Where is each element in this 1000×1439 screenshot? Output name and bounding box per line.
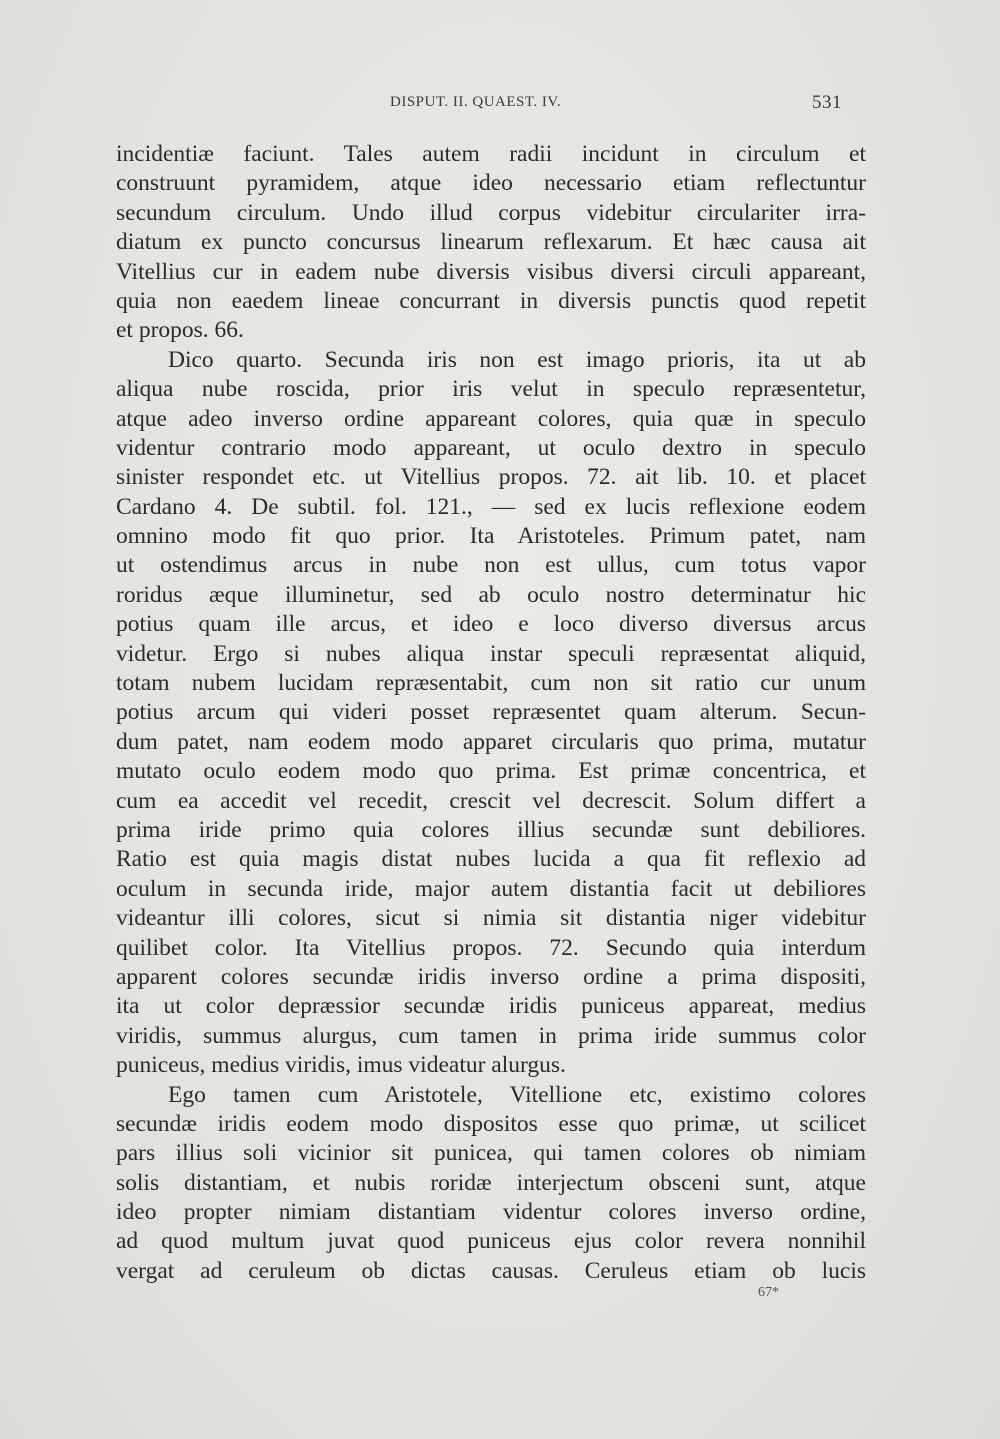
- text-line: vergat ad ceruleum ob dictas causas. Ceruleus etiam ob lucis: [116, 1257, 866, 1284]
- text-line: prima iride primo quia colores illius secundæ sunt debiliores.: [116, 816, 866, 843]
- text-line: ita ut color depræssior secundæ iridis puniceus appareat, medius: [116, 993, 866, 1020]
- text-line: et propos. 66.: [116, 317, 244, 344]
- text-line: secundum circulum. Undo illud corpus videbitur circulariter irra-: [116, 199, 866, 226]
- text-line: potius arcum qui videri posset repræsentet quam alterum. Secun-: [116, 699, 866, 726]
- text-line: Cardano 4. De subtil. fol. 121., — sed ex lucis reflexione eodem: [116, 493, 866, 520]
- text-line: diatum ex puncto concursus linearum reflexarum. Et hæc causa ait: [116, 229, 866, 256]
- text-line: roridus æque illuminetur, sed ab oculo nostro determinatur hic: [116, 581, 866, 608]
- body-text: [116, 140, 866, 1286]
- text-line: aliqua nube roscida, prior iris velut in speculo repræsentetur,: [116, 376, 866, 403]
- running-head-title: DISPUT. II. QUAEST. IV.: [390, 94, 562, 110]
- text-line: potius quam ille arcus, et ideo e loco diverso diversus arcus: [116, 611, 866, 638]
- text-line: ad quod multum juvat quod puniceus ejus color revera nonnihil: [116, 1228, 866, 1255]
- text-line: Dico quarto. Secunda iris non est imago prioris, ita ut ab: [168, 346, 866, 373]
- text-line: Vitellius cur in eadem nube diversis visibus diversi circuli appareant,: [116, 258, 866, 285]
- text-line: apparent colores secundæ iridis inverso ordine a prima dispositi,: [116, 963, 866, 990]
- text-line: viridis, summus alurgus, cum tamen in prima iride summus color: [116, 1022, 866, 1049]
- text-line: Ratio est quia magis distat nubes lucida a qua fit reflexio ad: [116, 846, 866, 873]
- text-line: Ego tamen cum Aristotele, Vitellione etc, existimo colores: [168, 1081, 866, 1108]
- text-line: sinister respondet etc. ut Vitellius propos. 72. ait lib. 10. et placet: [116, 464, 866, 491]
- text-line: mutato oculo eodem modo quo prima. Est primæ concentrica, et: [116, 758, 866, 785]
- text-line: solis distantiam, et nubis roridæ interjectum obsceni sunt, atque: [116, 1169, 866, 1196]
- text-line: quia non eaedem lineae concurrant in diversis punctis quod repetit: [116, 287, 866, 314]
- text-line: omnino modo fit quo prior. Ita Aristoteles. Primum patet, nam: [116, 523, 866, 550]
- text-line: incidentiæ faciunt. Tales autem radii incidunt in circulum et: [116, 141, 866, 167]
- text-line: ut ostendimus arcus in nube non est ullus, cum totus vapor: [116, 552, 866, 579]
- text-line: videantur illi colores, sicut si nimia sit distantia niger videbitur: [116, 905, 866, 932]
- page-number: 531: [812, 92, 842, 113]
- text-line: ideo propter nimiam distantiam videntur colores inverso ordine,: [116, 1199, 866, 1226]
- text-line: totam nubem lucidam repræsentabit, cum non sit ratio cur unum: [116, 670, 866, 697]
- text-line: secundæ iridis eodem modo dispositos esse quo primæ, ut scilicet: [116, 1110, 866, 1137]
- text-line: pars illius soli vicinior sit punicea, qui tamen colores ob nimiam: [116, 1140, 866, 1167]
- text-line: dum patet, nam eodem modo apparet circularis quo prima, mutatur: [116, 728, 866, 755]
- text-line: videntur contrario modo appareant, ut oculo dextro in speculo: [116, 434, 866, 461]
- text-line: cum ea accedit vel recedit, crescit vel decrescit. Solum differt a: [116, 787, 866, 814]
- text-line: videtur. Ergo si nubes aliqua instar speculi repræsentat aliquid,: [116, 640, 866, 667]
- text-line: atque adeo inverso ordine appareant colores, quia quæ in speculo: [116, 405, 866, 432]
- running-head: [0, 92, 1000, 116]
- text-line: oculum in secunda iride, major autem distantia facit ut debiliores: [116, 875, 866, 902]
- text-line: puniceus, medius viridis, imus videatur alurgus.: [116, 1052, 566, 1079]
- text-line: construunt pyramidem, atque ideo necessario etiam reflectuntur: [116, 170, 866, 197]
- signature-mark: 67*: [758, 1285, 779, 1300]
- text-line: quilibet color. Ita Vitellius propos. 72. Secundo quia interdum: [116, 934, 866, 961]
